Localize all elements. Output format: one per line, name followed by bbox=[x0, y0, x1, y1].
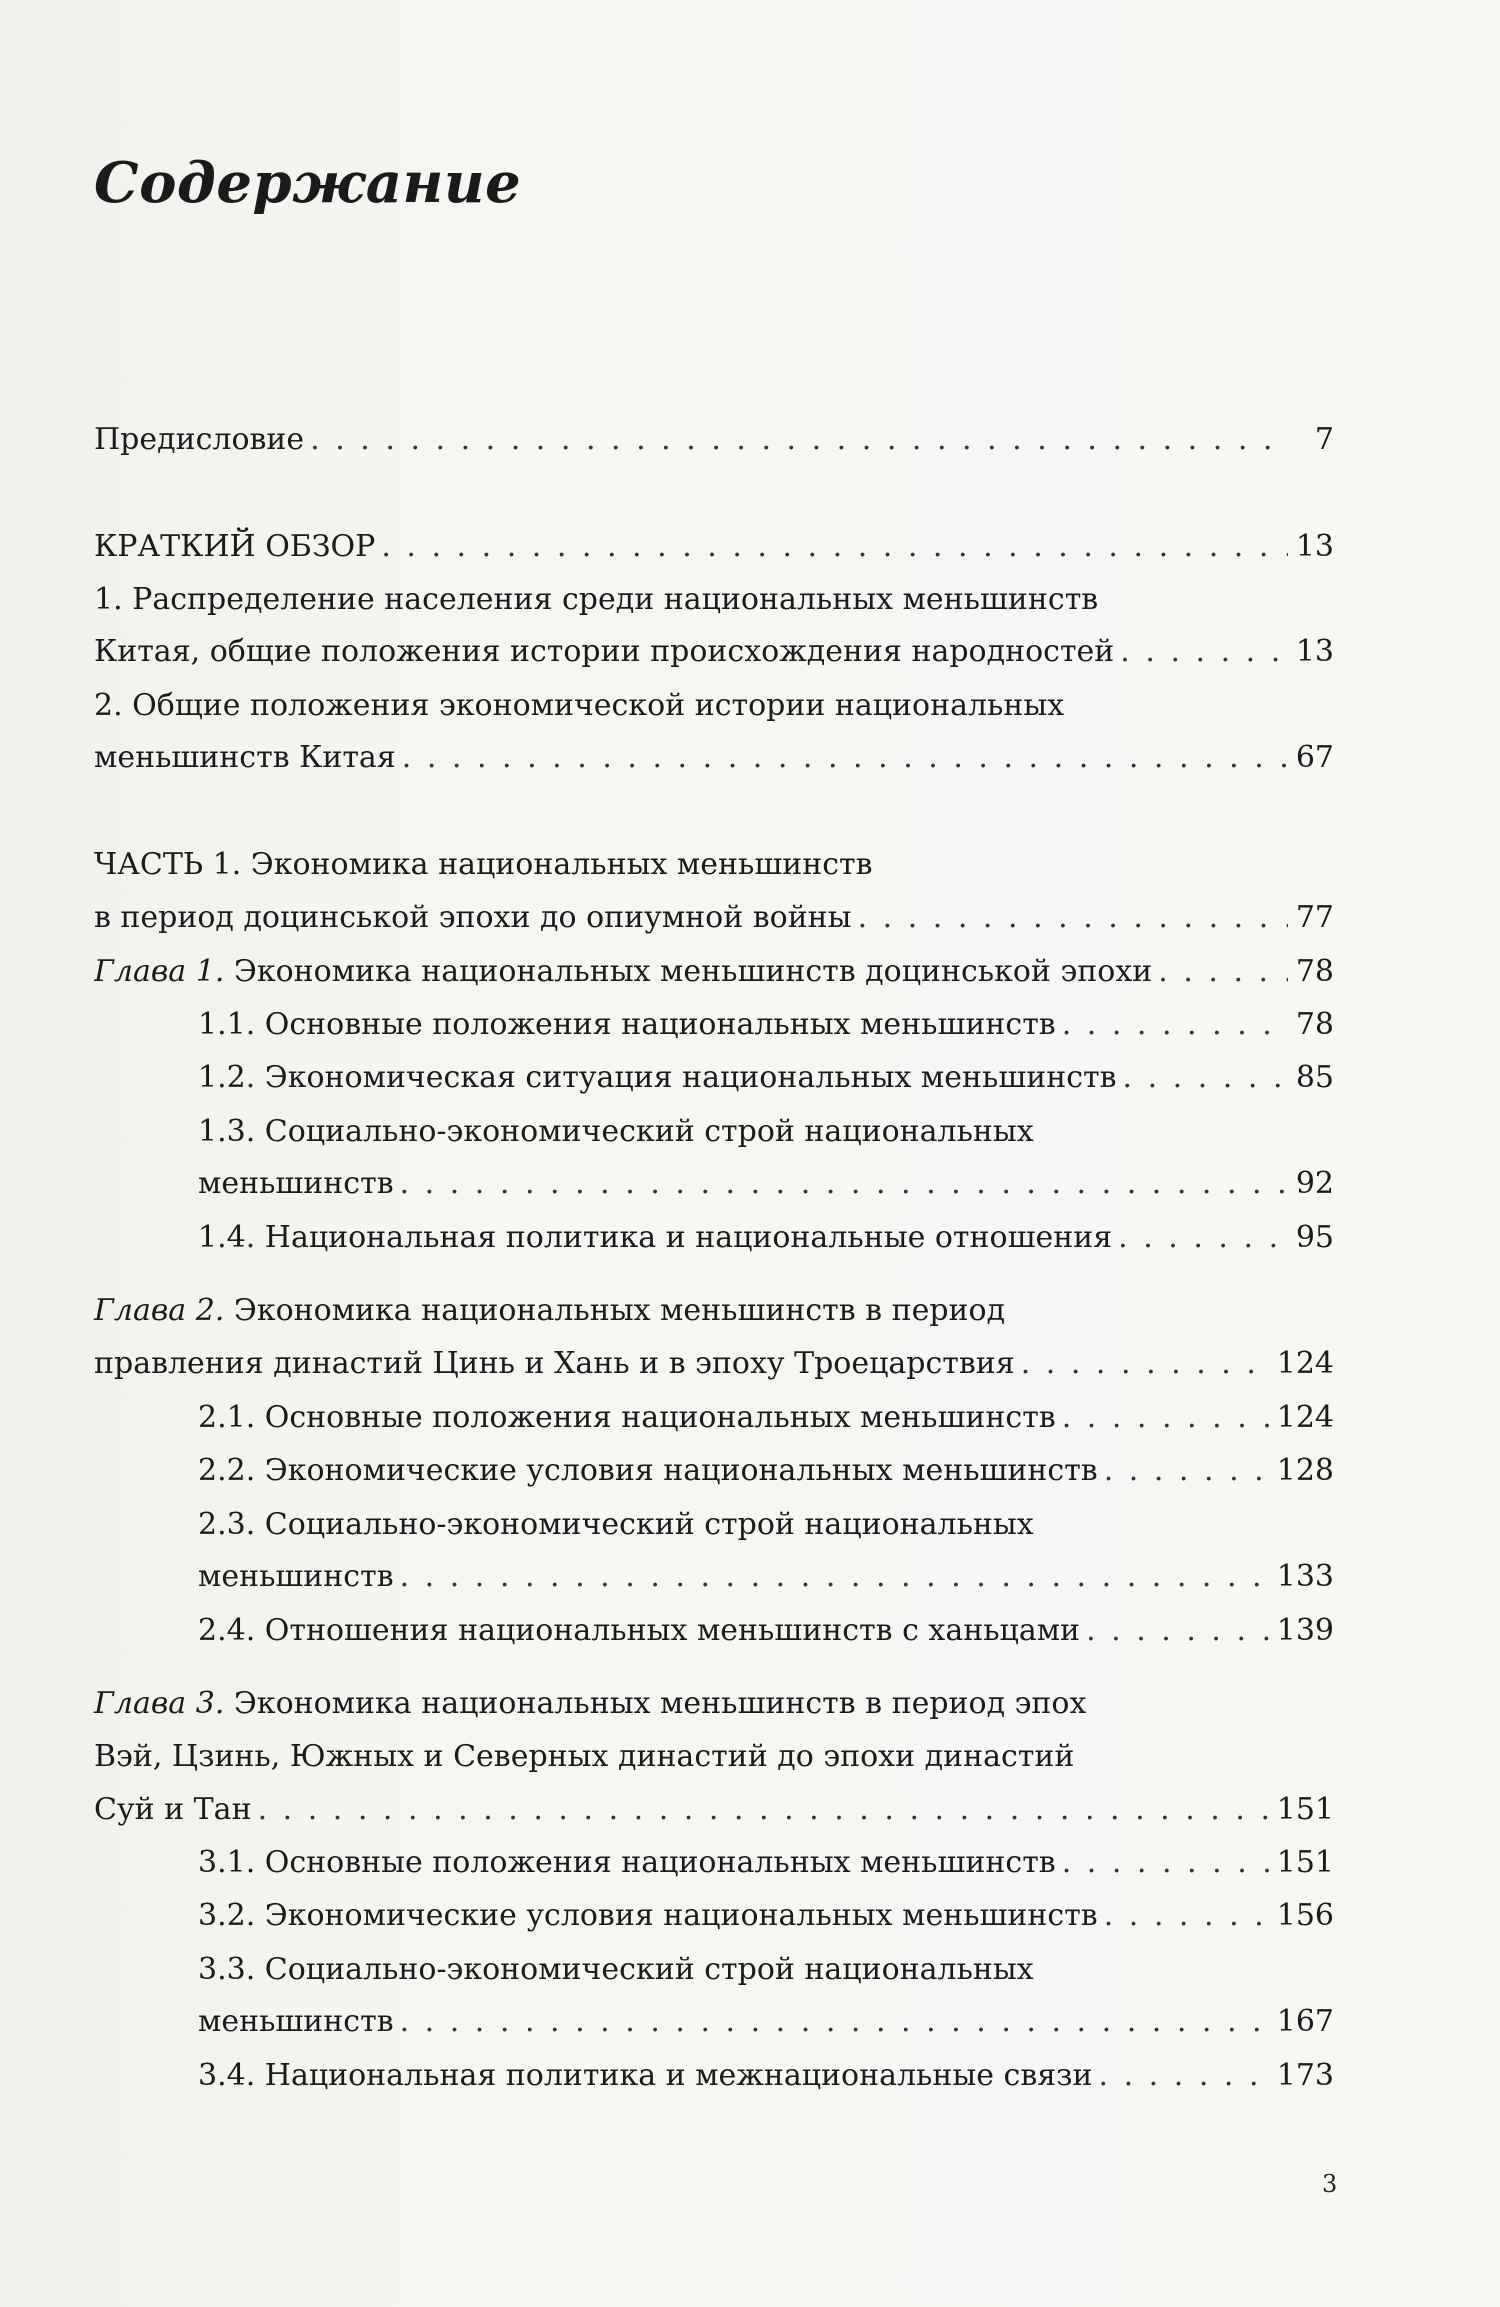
toc-entry-text: Предисловие bbox=[94, 422, 305, 457]
dot-leader bbox=[1062, 1398, 1271, 1438]
dot-leader bbox=[1104, 1451, 1271, 1491]
toc-entry-text-line2: правления династий Цинь и Хань и в эпоху Троецарствия bbox=[94, 1346, 1015, 1381]
dot-leader bbox=[1021, 1344, 1271, 1384]
toc-page-number: 173 bbox=[1276, 2058, 1334, 2093]
dot-leader bbox=[1158, 952, 1288, 992]
toc-page-number: 124 bbox=[1276, 1400, 1334, 1435]
toc-page-number: 151 bbox=[1276, 1845, 1334, 1880]
toc-entry-text: 1.4. Национальная политика и национальные отношения bbox=[198, 1220, 1113, 1255]
toc-entry[interactable] bbox=[198, 1218, 1334, 1258]
toc-entry[interactable] bbox=[198, 1058, 1334, 1098]
toc-page-number: 85 bbox=[1295, 1060, 1334, 1095]
dot-leader bbox=[1099, 2056, 1271, 2096]
dot-leader bbox=[1062, 1005, 1288, 1045]
toc-entry-text-line2: меньшинств Китая bbox=[94, 740, 396, 775]
toc-entry-text-line2: Китая, общие положения истории происхождения народностей bbox=[94, 634, 1115, 669]
dot-leader bbox=[402, 738, 1288, 778]
toc-entry-text: 3.4. Национальная политика и межнациональные связи bbox=[198, 2058, 1093, 2093]
toc-page-number: 151 bbox=[1276, 1792, 1334, 1827]
dot-leader bbox=[381, 527, 1288, 567]
toc-entry-text-line1: 3.3. Социально-экономический строй национальных bbox=[198, 1952, 1034, 1987]
toc-page-number: 156 bbox=[1276, 1898, 1334, 1933]
toc-page-number: 92 bbox=[1295, 1166, 1334, 1201]
toc-entry-text: 3.1. Основные положения национальных меньшинств bbox=[198, 1845, 1056, 1880]
toc-entry-text-line1: 1. Распределение населения среди национальных меньшинств bbox=[94, 582, 1099, 617]
toc-entry-text-line2: меньшинств bbox=[198, 1559, 394, 1594]
toc-entry[interactable] bbox=[198, 1611, 1334, 1651]
dot-leader bbox=[1123, 1058, 1288, 1098]
dot-leader bbox=[1118, 1218, 1288, 1258]
toc-entry-text-line3: Суй и Тан bbox=[94, 1792, 252, 1827]
toc-entry[interactable] bbox=[94, 420, 1334, 460]
dot-leader bbox=[1120, 632, 1288, 672]
toc-page-number: 77 bbox=[1295, 900, 1334, 935]
dot-leader bbox=[400, 2002, 1271, 2042]
toc-entry[interactable] bbox=[198, 1896, 1334, 1936]
toc-entry-text: 3.2. Экономические условия национальных меньшинств bbox=[198, 1898, 1098, 1933]
toc-entry-text: КРАТКИЙ ОБЗОР bbox=[94, 529, 376, 564]
toc-entry[interactable] bbox=[94, 952, 1334, 992]
toc-entry[interactable] bbox=[94, 1790, 1334, 1830]
toc-page-number: 124 bbox=[1276, 1346, 1334, 1381]
toc-page-number: 78 bbox=[1295, 1007, 1334, 1042]
toc-entry-text-line2: меньшинств bbox=[198, 1166, 394, 1201]
toc-entry[interactable] bbox=[198, 1451, 1334, 1491]
dot-leader bbox=[400, 1557, 1271, 1597]
toc-entry[interactable] bbox=[198, 2002, 1334, 2042]
toc-entry[interactable] bbox=[198, 2056, 1334, 2096]
toc-page-number: 139 bbox=[1276, 1613, 1334, 1648]
chapter-label: Глава 3. bbox=[94, 1686, 225, 1721]
toc-entry-text-line1: 2. Общие положения экономической истории национальных bbox=[94, 688, 1065, 723]
toc-page-number: 7 bbox=[1314, 422, 1334, 457]
toc-entry-text: 2.2. Экономические условия национальных меньшинств bbox=[198, 1453, 1098, 1488]
toc-page-number: 128 bbox=[1276, 1453, 1334, 1488]
dot-leader bbox=[1104, 1896, 1271, 1936]
toc-entry-text-line1: 2.3. Социально-экономический строй национальных bbox=[198, 1507, 1034, 1542]
toc-entry[interactable] bbox=[94, 632, 1334, 672]
toc-entry-text-line1: Глава 3. Экономика национальных меньшинств в период эпох bbox=[94, 1686, 1087, 1721]
toc-entry[interactable] bbox=[94, 527, 1334, 567]
toc-entry[interactable] bbox=[198, 1557, 1334, 1597]
dot-leader bbox=[310, 420, 1288, 460]
toc-entry[interactable] bbox=[198, 1164, 1334, 1204]
dot-leader bbox=[400, 1164, 1288, 1204]
toc-entry-text-line1: 1.3. Социально-экономический строй национальных bbox=[198, 1114, 1034, 1149]
toc-page-number: 78 bbox=[1295, 954, 1334, 989]
toc-page-number: 67 bbox=[1295, 740, 1334, 775]
toc-entry-text: 2.4. Отношения национальных меньшинств с ханьцами bbox=[198, 1613, 1081, 1648]
toc-page-number: 95 bbox=[1295, 1220, 1334, 1255]
toc-entry-text: 1.2. Экономическая ситуация национальных меньшинств bbox=[198, 1060, 1117, 1095]
page-title: Содержание bbox=[94, 150, 522, 216]
toc-page-number: 13 bbox=[1295, 529, 1334, 564]
toc-entry-text-line1: Глава 2. Экономика национальных меньшинств в период bbox=[94, 1293, 1006, 1328]
dot-leader bbox=[258, 1790, 1271, 1830]
page-number: 3 bbox=[1322, 2170, 1338, 2198]
toc-entry-text: 2.1. Основные положения национальных меньшинств bbox=[198, 1400, 1056, 1435]
toc-entry-text-line2: меньшинств bbox=[198, 2004, 394, 2039]
toc-entry[interactable] bbox=[94, 1344, 1334, 1384]
toc-entry[interactable] bbox=[198, 1005, 1334, 1045]
toc-entry[interactable] bbox=[198, 1843, 1334, 1883]
chapter-label: Глава 1. bbox=[94, 954, 225, 989]
dot-leader bbox=[858, 898, 1288, 938]
chapter-label: Глава 2. bbox=[94, 1293, 225, 1328]
toc-entry[interactable] bbox=[198, 1398, 1334, 1438]
toc-page-number: 13 bbox=[1295, 634, 1334, 669]
toc-entry-text-line2: Вэй, Цзинь, Южных и Северных династий до эпохи династий bbox=[94, 1739, 1075, 1774]
toc-entry[interactable] bbox=[94, 898, 1334, 938]
toc-entry-text-line1: ЧАСТЬ 1. Экономика национальных меньшинств bbox=[94, 847, 873, 882]
toc-entry[interactable] bbox=[94, 738, 1334, 778]
toc-page-number: 133 bbox=[1276, 1559, 1334, 1594]
toc-entry-text: Экономика национальных меньшинств доцинськой эпохи bbox=[224, 954, 1153, 989]
toc-entry-text-line2: в период доцинськой эпохи до опиумной войны bbox=[94, 900, 852, 935]
dot-leader bbox=[1086, 1611, 1271, 1651]
toc-page-number: 167 bbox=[1276, 2004, 1334, 2039]
dot-leader bbox=[1062, 1843, 1271, 1883]
toc-entry-text: 1.1. Основные положения национальных меньшинств bbox=[198, 1007, 1056, 1042]
